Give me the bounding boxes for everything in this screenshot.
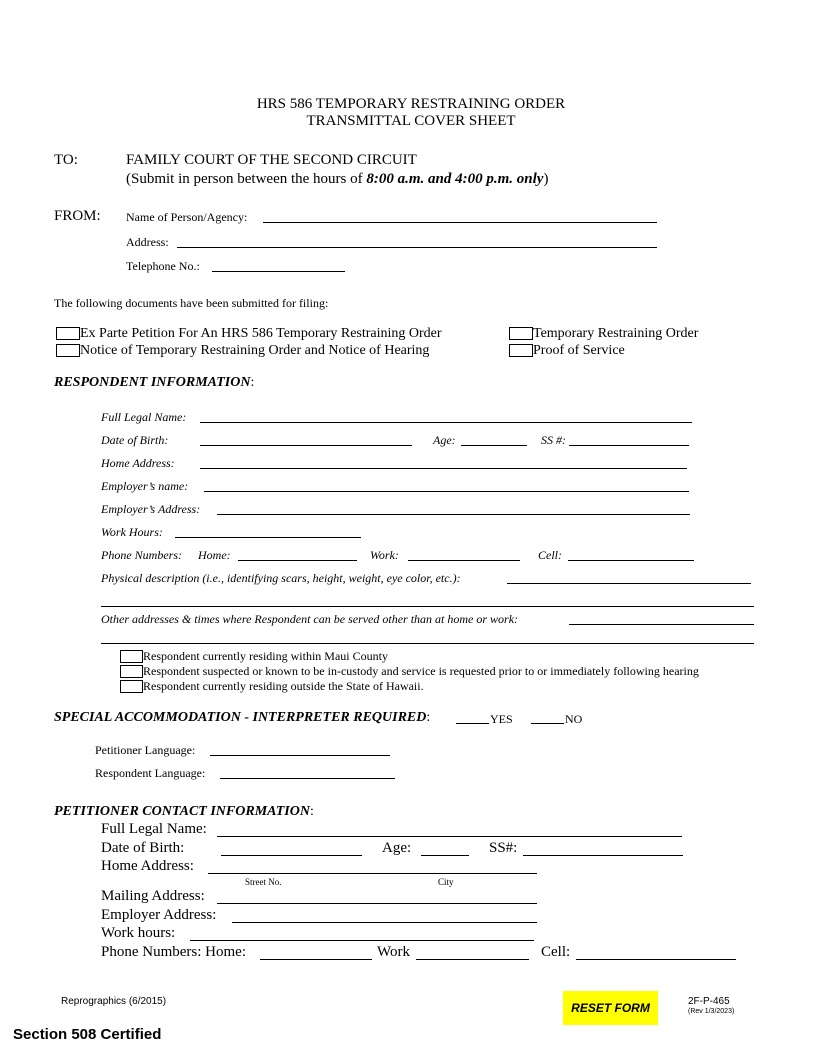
- petitioner-language-label: Petitioner Language:: [95, 743, 196, 757]
- resp-work-phone-field[interactable]: [408, 560, 520, 561]
- checkbox-proof-of-service[interactable]: [509, 344, 533, 357]
- respondent-heading: [54, 375, 254, 391]
- from-name-field[interactable]: [263, 222, 657, 223]
- resp-employer-name-label: Employer’s name:: [101, 479, 189, 493]
- resp-option-within-maui: Respondent currently residing within Maui County: [143, 649, 388, 663]
- resp-work-phone-label: Work:: [370, 548, 399, 562]
- resp-other-addresses-field-2[interactable]: [101, 643, 754, 644]
- documents-intro: The following documents have been submitted for filing:: [54, 296, 329, 310]
- resp-full-name-label: Full Legal Name:: [101, 410, 187, 424]
- doc-ex-parte-petition: Ex Parte Petition For An HRS 586 Temporary Restraining Order: [80, 326, 442, 341]
- petitioner-language-field[interactable]: [210, 755, 390, 756]
- resp-employer-address-label: Employer’s Address:: [101, 502, 201, 516]
- pet-home-address-field[interactable]: [208, 873, 537, 874]
- pet-dob-field[interactable]: [221, 855, 362, 856]
- accommodation-heading-colon: :: [426, 710, 431, 725]
- checkbox-resp-outside-hawaii[interactable]: [120, 680, 143, 693]
- resp-physical-description-label: Physical description (i.e., identifying scars, height, weight, eye color, etc.):: [101, 571, 461, 585]
- resp-employer-address-field[interactable]: [217, 514, 690, 515]
- resp-ssn-label: SS #:: [541, 433, 566, 447]
- resp-physical-description-field[interactable]: [507, 583, 751, 584]
- resp-cell-phone-field[interactable]: [568, 560, 694, 561]
- pet-city-caption: City: [438, 877, 454, 887]
- pet-employer-address-field[interactable]: [232, 922, 537, 923]
- pet-age-label: Age:: [382, 840, 412, 856]
- doc-temporary-restraining-order: Temporary Restraining Order: [533, 326, 699, 341]
- checkbox-ex-parte-petition[interactable]: [56, 327, 80, 340]
- respondent-language-label: Respondent Language:: [95, 766, 206, 780]
- pet-home-address-label: Home Address:: [101, 858, 194, 874]
- resp-option-outside-hawaii: Respondent currently residing outside the State of Hawaii.: [143, 679, 424, 693]
- section-508-certified: Section 508 Certified: [13, 1026, 162, 1043]
- resp-age-label: Age:: [433, 433, 456, 447]
- pet-work-hours-label: Work hours:: [101, 925, 176, 941]
- pet-full-name-field[interactable]: [217, 836, 682, 837]
- resp-home-phone-field[interactable]: [238, 560, 357, 561]
- pet-ssn-label: SS#:: [489, 840, 518, 856]
- resp-other-addresses-field[interactable]: [569, 624, 754, 625]
- resp-dob-field[interactable]: [200, 445, 412, 446]
- resp-work-hours-field[interactable]: [175, 537, 361, 538]
- reset-form-button[interactable]: RESET FORM: [563, 991, 658, 1025]
- pet-street-no-caption: Street No.: [245, 877, 282, 887]
- pet-ssn-field[interactable]: [523, 855, 683, 856]
- checkbox-resp-within-maui[interactable]: [120, 650, 143, 663]
- from-label: FROM:: [54, 208, 101, 224]
- from-name-label: Name of Person/Agency:: [126, 210, 248, 224]
- pet-mailing-address-label: Mailing Address:: [101, 888, 205, 904]
- pet-cell-phone-field[interactable]: [576, 959, 736, 960]
- resp-home-phone-label: Home:: [198, 548, 231, 562]
- form-number: 2F-P-465: [688, 996, 730, 1007]
- pet-full-name-label: Full Legal Name:: [101, 821, 207, 837]
- respondent-language-field[interactable]: [220, 778, 395, 779]
- resp-dob-label: Date of Birth:: [101, 433, 169, 447]
- pet-mailing-address-field[interactable]: [217, 903, 537, 904]
- pet-age-field[interactable]: [421, 855, 469, 856]
- petitioner-heading-colon: :: [309, 804, 314, 819]
- doc-proof-of-service: Proof of Service: [533, 343, 625, 358]
- checkbox-resp-in-custody[interactable]: [120, 665, 143, 678]
- pet-home-phone-field[interactable]: [260, 959, 372, 960]
- form-title: [0, 96, 816, 130]
- title-line-2: TRANSMITTAL COVER SHEET: [306, 113, 516, 129]
- pet-work-hours-field[interactable]: [190, 940, 534, 941]
- resp-cell-phone-label: Cell:: [538, 548, 562, 562]
- checkbox-notice-of-tro[interactable]: [56, 344, 80, 357]
- hours-suffix: ): [543, 171, 549, 187]
- resp-other-addresses-label: Other addresses & times where Respondent can be served other than at home or work:: [101, 612, 519, 626]
- petitioner-heading: [54, 804, 314, 820]
- resp-home-address-field[interactable]: [200, 468, 687, 469]
- interpreter-yes-label: YES: [490, 712, 513, 726]
- accommodation-heading: [54, 710, 430, 726]
- reprographics-note: Reprographics (6/2015): [61, 996, 167, 1007]
- respondent-heading-text: RESPONDENT INFORMATION: [54, 375, 251, 390]
- resp-age-field[interactable]: [461, 445, 527, 446]
- respondent-heading-colon: :: [250, 375, 255, 390]
- from-address-label: Address:: [126, 235, 169, 249]
- from-address-field[interactable]: [177, 247, 657, 248]
- form-revision: (Rev 1/3/2023): [688, 1008, 735, 1015]
- to-label: TO:: [54, 152, 78, 168]
- pet-dob-label: Date of Birth:: [101, 840, 185, 856]
- doc-notice-of-tro: Notice of Temporary Restraining Order and Notice of Hearing: [80, 343, 430, 358]
- resp-employer-name-field[interactable]: [204, 491, 689, 492]
- accommodation-heading-text: SPECIAL ACCOMMODATION - INTERPRETER REQUIRED: [54, 710, 427, 725]
- resp-physical-description-field-2[interactable]: [101, 606, 754, 607]
- submission-hours: [126, 171, 548, 188]
- interpreter-no-field[interactable]: [531, 723, 564, 724]
- pet-cell-phone-label: Cell:: [541, 944, 571, 960]
- resp-phone-numbers-label: Phone Numbers:: [101, 548, 182, 562]
- resp-option-in-custody: Respondent suspected or known to be in-custody and service is requested prior to or immediately following hearing: [143, 664, 699, 678]
- court-name: FAMILY COURT OF THE SECOND CIRCUIT: [126, 152, 417, 168]
- pet-work-phone-field[interactable]: [416, 959, 529, 960]
- resp-full-name-field[interactable]: [200, 422, 692, 423]
- interpreter-no-label: NO: [565, 712, 583, 726]
- from-phone-label: Telephone No.:: [126, 259, 200, 273]
- resp-home-address-label: Home Address:: [101, 456, 175, 470]
- pet-phone-numbers-label: Phone Numbers: Home:: [101, 944, 246, 960]
- from-phone-field[interactable]: [212, 271, 345, 272]
- hours-bold: 8:00 a.m. and 4:00 p.m. only: [366, 171, 544, 187]
- petitioner-heading-text: PETITIONER CONTACT INFORMATION: [54, 804, 310, 819]
- title-line-1: HRS 586 TEMPORARY RESTRAINING ORDER: [256, 96, 566, 112]
- resp-work-hours-label: Work Hours:: [101, 525, 163, 539]
- resp-ssn-field[interactable]: [569, 445, 689, 446]
- pet-work-phone-label: Work: [377, 944, 410, 960]
- interpreter-yes-field[interactable]: [456, 723, 489, 724]
- pet-employer-address-label: Employer Address:: [101, 907, 217, 923]
- checkbox-temporary-restraining-order[interactable]: [509, 327, 533, 340]
- hours-prefix: (Submit in person between the hours of: [126, 171, 367, 187]
